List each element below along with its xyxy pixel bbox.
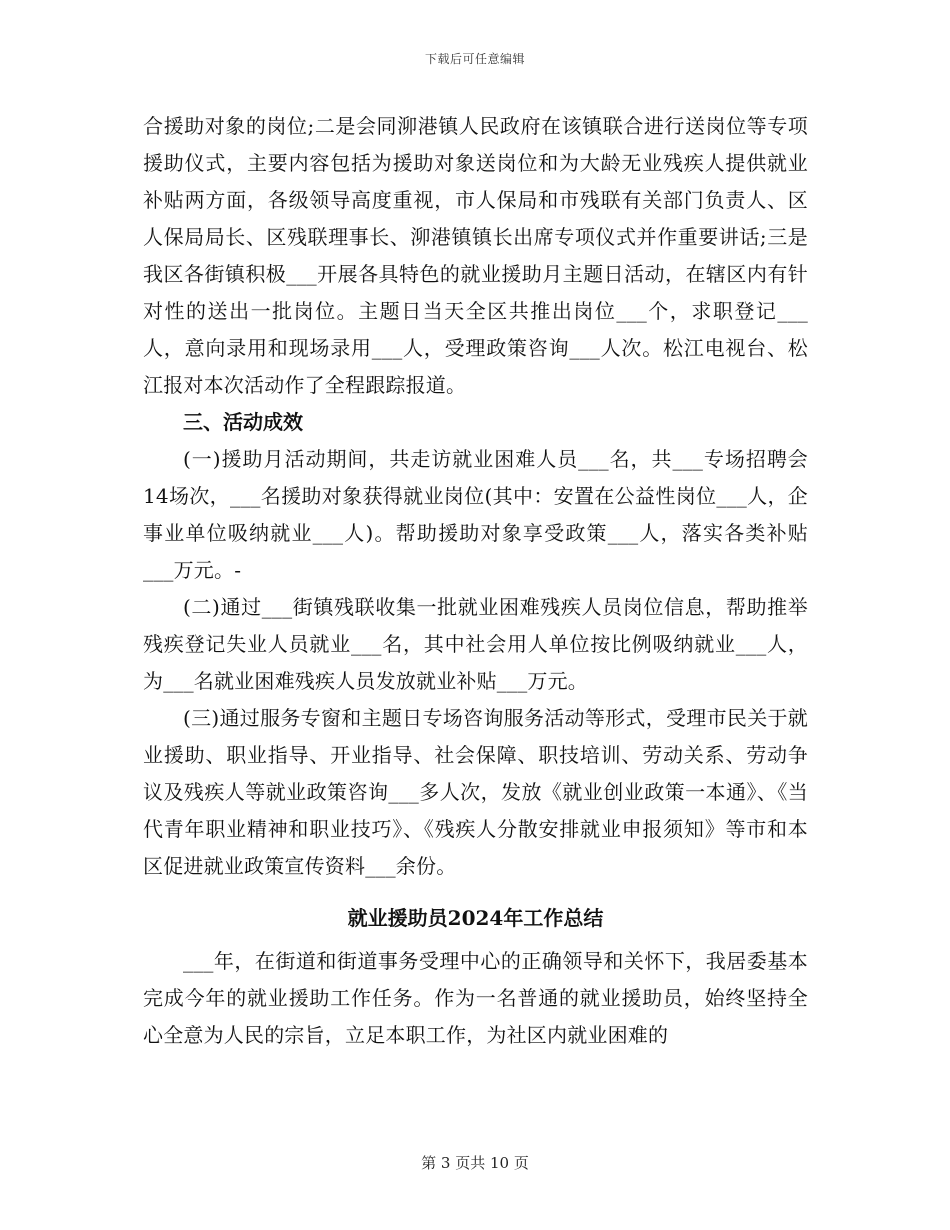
body-paragraph-1: 合援助对象的岗位;二是会同泖港镇人民政府在该镇联合进行送岗位等专项援助仪式，主要内容包括为援助对象送岗位和为大龄无业残疾人提供就业补贴两方面，各级领导高度重视，市人保局和市残联有关部门负责人、区人保局局长、区残联理事长、泖港镇镇长出席专项仪式并作重要讲话;三是我区各街镇积极___开展各具特色的就业援助月主题日活动，在辖区内有针对性的送出一批岗位。主题日当天全区共推出岗位___个，求职登记___人，意向录用和现场录用___人，受理政策咨询___人次。松江电视台、松江报对本次活动作了全程跟踪报道。	[143, 114, 808, 397]
document-title: 就业援助员2024年工作总结	[347, 906, 604, 930]
document-body	[143, 108, 808, 1054]
body-paragraph-4: (三)通过服务专窗和主题日专场咨询服务活动等形式，受理市民关于就业援助、职业指导、开业指导、社会保障、职技培训、劳动关系、劳动争议及残疾人等就业政策咨询___多人次，发放《就业创业政策一本通》、《当代青年职业精神和职业技巧》、《残疾人分散安排就业申报须知》等市和本区促进就业政策宣传资料___余份。	[143, 706, 808, 878]
page-header-note: 下载后可任意编辑	[424, 52, 525, 66]
body-paragraph-2: (一)援助月活动期间，共走访就业困难人员___名，共___专场招聘会14场次，___名援助对象获得就业岗位(其中：安置在公益性岗位___人，企事业单位吸纳就业___人)。帮助援助对象享受政策___人，落实各类补贴___万元。-	[143, 447, 808, 582]
section-heading: 三、活动成效	[183, 410, 303, 434]
page-number-footer: 第 3 页共 10 页	[421, 1154, 529, 1172]
body-paragraph-5: ___年，在街道和街道事务受理中心的正确领导和关怀下，我居委基本完成今年的就业援助工作任务。作为一名普通的就业援助员，始终坚持全心全意为人民的宗旨，立足本职工作，为社区内就业困难的	[143, 949, 808, 1047]
body-paragraph-3: (二)通过___街镇残联收集一批就业困难残疾人员岗位信息，帮助推举残疾登记失业人员就业___名，其中社会用人单位按比例吸纳就业___人，为___名就业困难残疾人员发放就业补贴___万元。	[143, 595, 808, 693]
